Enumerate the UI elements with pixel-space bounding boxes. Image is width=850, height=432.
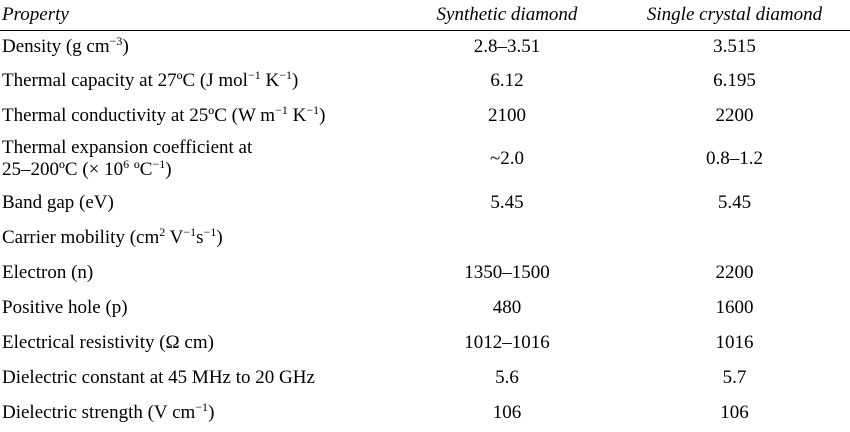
row-single-crystal-value: 5.45 [717, 191, 752, 213]
row-property: Dielectric constant at 45 MHz to 20 GHz [2, 366, 315, 388]
row-property: Carrier mobility ($cm^2$ $V^{-1}s^{-1}$) [2, 224, 223, 248]
row-property: Band gap (eV) [2, 191, 114, 213]
row-single-crystal-value: 106 [720, 401, 749, 423]
table-row [0, 185, 850, 220]
row-synthetic-value: 2.8–3.51 [473, 36, 541, 57]
row-single-crystal-value: 1600 [715, 296, 754, 318]
header-property: Property [0, 0, 395, 31]
table-row [0, 325, 850, 360]
row-synthetic-value: 1012–1016 [464, 331, 550, 353]
table-row [0, 63, 850, 98]
table-row [0, 360, 850, 395]
table-row [0, 395, 850, 430]
row-synthetic-value: ~2.0 [489, 148, 525, 169]
row-single-crystal-value: 2200 [715, 104, 754, 126]
row-synthetic-value: 6.12 [490, 69, 524, 91]
row-property: Density (g $cm^{-3}$) [2, 34, 129, 57]
row-property: Electrical resistivity (Ω cm) [2, 331, 214, 353]
table-row [0, 255, 850, 290]
table-row [0, 31, 850, 64]
row-single-crystal-value [619, 220, 850, 255]
table-body [0, 31, 850, 431]
table-row [0, 98, 850, 133]
row-property: Dielectric strength (V $cm^{-1}$) [2, 399, 215, 423]
row-property: Electron (n) [2, 261, 94, 283]
row-property: Thermal expansion coefficient at 25–200ºC (× $10^6$ ºC$^{-1}$) [2, 137, 253, 180]
row-synthetic-value [395, 220, 619, 255]
row-synthetic-value: 5.6 [495, 366, 519, 388]
row-synthetic-value: 5.45 [490, 191, 524, 213]
header-row [0, 0, 850, 31]
table-row [0, 133, 850, 185]
row-single-crystal-value: 3.515 [713, 36, 756, 57]
row-synthetic-value: 106 [492, 401, 522, 423]
row-property: Thermal conductivity at 25ºC (W $m^{-1}$ $K^{-1}$) [2, 102, 326, 126]
row-synthetic-value: 1350–1500 [464, 261, 550, 283]
header-single-crystal-diamond: Single crystal diamond [619, 0, 850, 31]
row-single-crystal-value: 1016 [715, 331, 754, 353]
row-single-crystal-value: 5.7 [722, 366, 747, 388]
header-synthetic-diamond: Synthetic diamond [395, 0, 619, 31]
row-property: Thermal capacity at 27ºC (J mol$^{-1}$ $K^{-1}$) [2, 67, 299, 91]
row-synthetic-value: 480 [492, 296, 522, 318]
table-row [0, 290, 850, 325]
table-header [0, 0, 850, 31]
row-single-crystal-value: 2200 [715, 261, 754, 283]
row-single-crystal-value: 0.8–1.2 [706, 148, 763, 169]
row-synthetic-value: 2100 [488, 104, 526, 126]
row-single-crystal-value: 6.195 [713, 69, 756, 91]
table-row [0, 220, 850, 255]
row-property: Positive hole (p) [2, 296, 128, 318]
